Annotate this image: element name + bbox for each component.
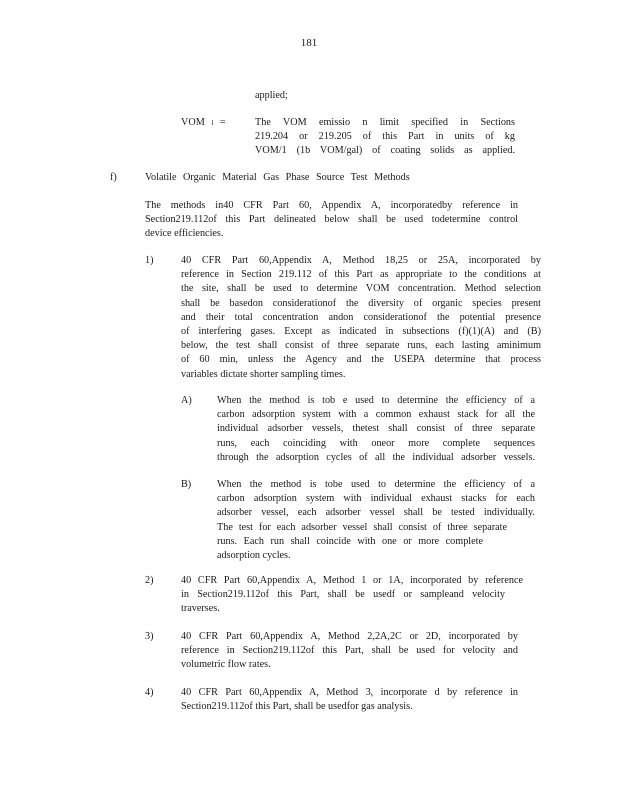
intro-line: The methods in40 CFR Part 60, Appendix A, incorporatedby reference in <box>145 200 518 211</box>
subitem-a-text <box>217 394 535 465</box>
subitem-line: runs, each coinciding with oneor more complete sequences <box>217 437 535 449</box>
section-f-label: f) <box>110 172 117 183</box>
subitem-line: adsorber vessel, each adsorber vessel shall be tested individually. <box>217 507 535 519</box>
item-1-label: 1) <box>145 255 154 266</box>
vom-term <box>181 116 226 130</box>
subitem-line: through the adsorption cycles of all the individual adsorber vessels. <box>217 451 535 463</box>
item-line: below, the test shall consist of three separate runs, each lasting aminimum <box>181 340 541 352</box>
item-line: 40 CFR Part 60,Appendix A, Method 2,2A,2C or 2D, incorporated by <box>181 631 518 642</box>
vom-subscript: l <box>211 119 214 127</box>
item-line: and their total concentration andon considerationof the potential presence <box>181 311 541 323</box>
vom-definition-text <box>255 116 515 159</box>
item-line: in Section219.112of this Part, shall be usedf or sampleand velocity <box>181 589 505 601</box>
subitem-a-label: A) <box>181 395 192 406</box>
item-4-text <box>181 686 518 714</box>
vom-line: 219.204 or 219.205 of this Part in units of kg <box>255 131 515 143</box>
item-line: 40 CFR Part 60,Appendix A, Method 1 or 1A, incorporated by reference <box>181 575 523 586</box>
item-1-text <box>181 254 541 382</box>
item-line: 40 CFR Part 60,Appendix A, Method 3, incorporate d by reference in <box>181 687 518 698</box>
subitem-line: runs. Each run shall coincide with one or more complete <box>217 535 483 547</box>
item-3-text <box>181 630 518 673</box>
subitem-line: When the method is tobe used to determine the efficiency of a <box>217 479 535 490</box>
item-line: 40 CFR Part 60,Appendix A, Method 18,25 or 25A, incorporated by <box>181 255 541 266</box>
item-line: traverses. <box>181 603 220 615</box>
item-line: reference in Section 219.112 of this Part as appropriate to the conditions at <box>181 269 541 281</box>
subitem-b-label: B) <box>181 479 192 490</box>
item-line: reference in Section219.112of this Part, shall be used for velocity and <box>181 645 518 657</box>
item-4-label: 4) <box>145 687 154 698</box>
item-line: variables dictate shorter sampling times. <box>181 368 346 380</box>
item-line: Section219.112of this Part, shall be usedfor gas analysis. <box>181 701 413 713</box>
page-number: 181 <box>300 37 318 49</box>
item-line: of interfering gases. Except as indicated in subsections (f)(1)(A) and (B) <box>181 326 541 338</box>
intro-line: Section219.112of this Part delineated below shall be used todetermine control <box>145 214 518 226</box>
subitem-line: When the method is tob e used to determine the efficiency of a <box>217 395 535 406</box>
applied-line: applied; <box>255 90 288 101</box>
vom-line: VOM/1 (1b VOM/gal) of coating solids as applied. <box>255 145 515 157</box>
section-f-heading: Volatile Organic Material Gas Phase Source Test Methods <box>145 172 410 183</box>
item-line: shall be basedon considerationof the diversity of organic species present <box>181 297 541 309</box>
vom-equals: = <box>219 117 226 128</box>
subitem-line: The test for each adsorber vessel shall consist of three separate <box>217 521 507 533</box>
item-line: the site, shall be used to determine VOM concentration. Method selection <box>181 283 541 295</box>
vom-term-text: VOM <box>181 117 205 128</box>
section-f-intro <box>145 199 518 242</box>
item-2-label: 2) <box>145 575 154 586</box>
item-line: of 60 min, unless the Agency and the USEPA determine that process <box>181 354 541 366</box>
item-line: volumetric flow rates. <box>181 659 271 671</box>
subitem-line: carbon adsorption system with individual exhaust stacks for each <box>217 493 535 505</box>
subitem-line: adsorption cycles. <box>217 550 291 562</box>
subitem-line: individual adsorber vessels, thetest shall consist of three separate <box>217 423 535 435</box>
item-2-text <box>181 574 523 617</box>
intro-line: device efficiencies. <box>145 228 224 240</box>
subitem-b-text <box>217 478 535 563</box>
item-3-label: 3) <box>145 631 154 642</box>
subitem-line: carbon adsorption system with a common exhaust stack for all the <box>217 409 535 421</box>
vom-line: The VOM emissio n limit specified in Sections <box>255 117 515 128</box>
